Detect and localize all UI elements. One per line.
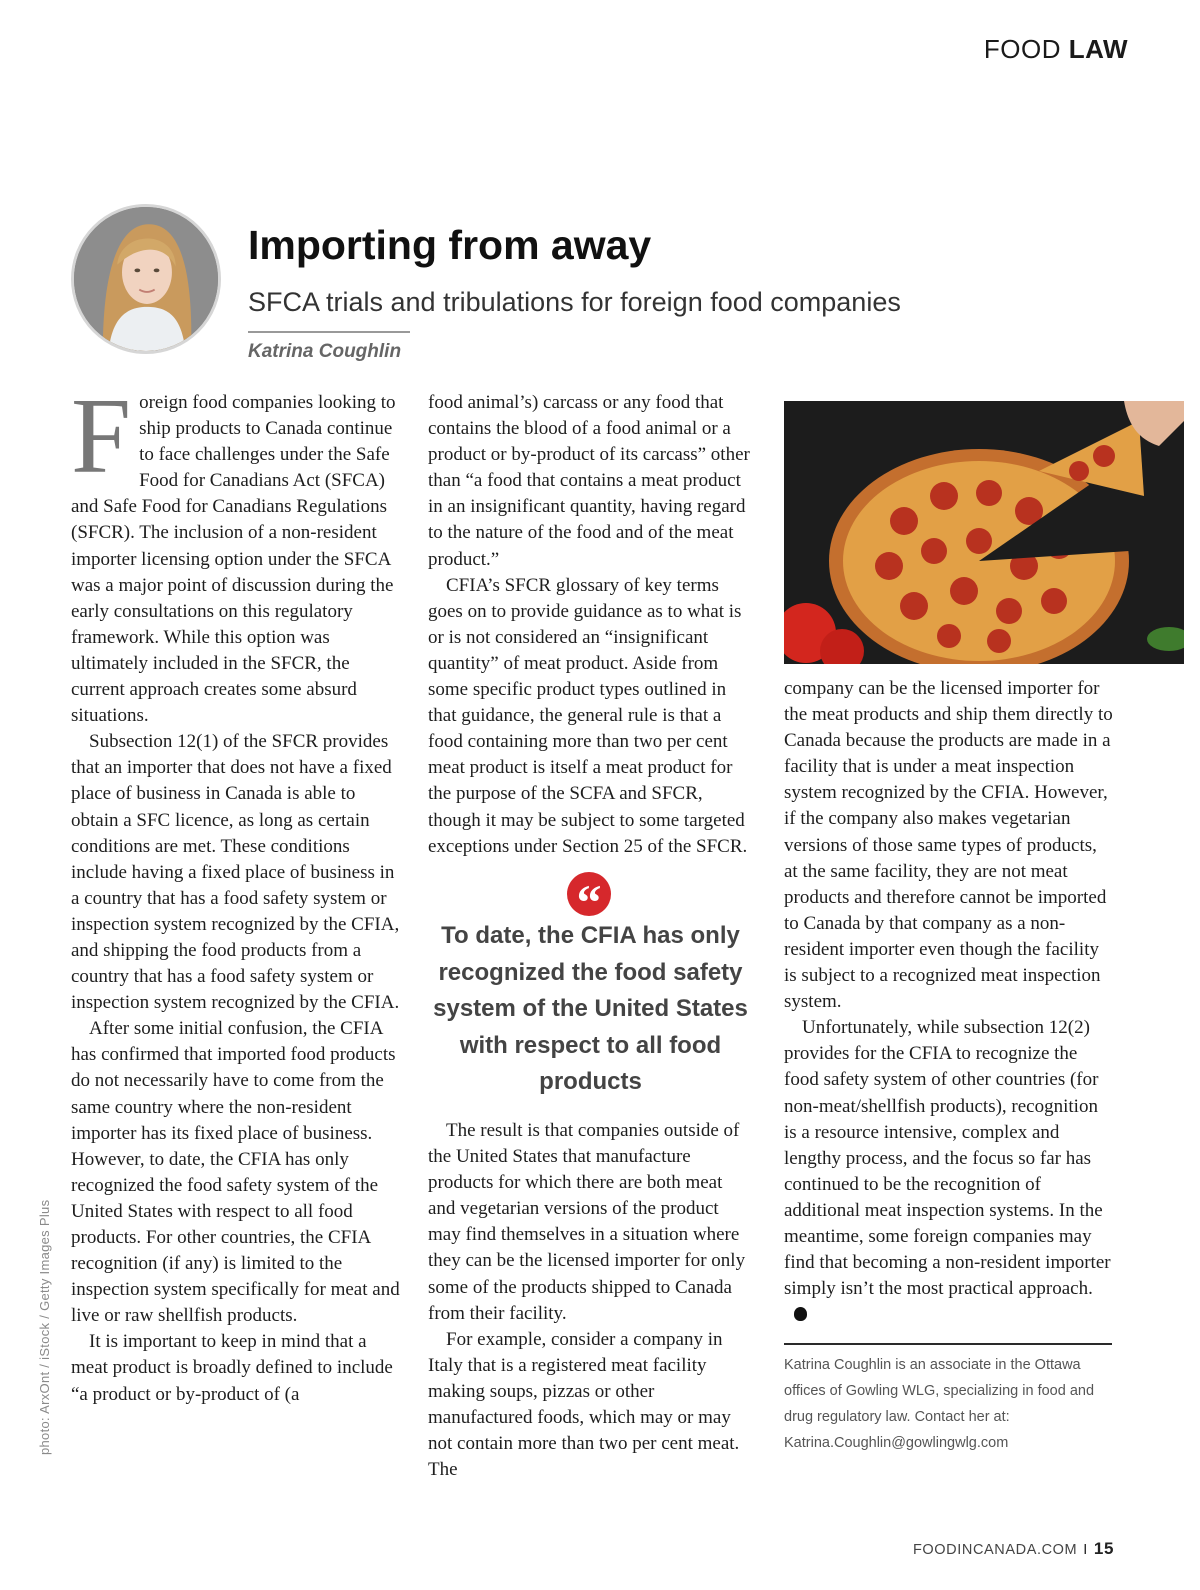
drop-cap: F bbox=[71, 377, 132, 496]
author-photo bbox=[71, 204, 221, 354]
article-column-2-continued bbox=[428, 1118, 753, 1483]
paragraph: Unfortunately, while subsection 12(2) provides for the CFIA to recognize the food safety system of other countries (for non-meat/shellfish products), recognition is a resource intensive, complex and lengthy process, and the focus so far has continued to be the recognition of additional meat inspection systems. In the meantime, some foreign companies may find that becoming a non-resident importer simply isn’t the most practical approach. bbox=[784, 1015, 1114, 1328]
apple-icon bbox=[794, 1307, 807, 1321]
article-column-2 bbox=[428, 390, 753, 860]
byline-divider bbox=[248, 331, 410, 333]
paragraph: company can be the licensed importer for the meat products and ship them directly to Canada because the products are made in a facility that is under a meat inspection system recognized by the CFIA. However, if the company also makes vegetarian versions of those same types of products, at the same facility, they are not meat products and therefore cannot be imported to Canada by that company as a non-resident importer even though the facility is subject to a recognized meat inspection system. bbox=[784, 678, 1113, 1013]
article-title: Importing from away bbox=[248, 222, 652, 268]
section-label: FOOD LAW bbox=[983, 34, 1128, 64]
site-name: FOODINCANADA.COM bbox=[912, 1542, 1078, 1558]
quote-icon: “ bbox=[567, 872, 611, 916]
article-column-1 bbox=[71, 377, 401, 1408]
paragraph: CFIA’s SFCR glossary of key terms goes on to provide guidance as to what is or is not considered an “insignificant quantity” of meat product. Aside from some specific product types outlined in that guidance, the general rule is that a food containing more than two per cent meat product is itself a meat product for the purpose of the SCFA and SFCR, though it may be subject to some targeted exceptions under Section 25 of the SFCR. bbox=[428, 574, 748, 857]
footer-separator: I bbox=[1083, 1542, 1088, 1558]
pizza-photo bbox=[784, 401, 1184, 664]
pull-quote: To date, the CFIA has only recognized the food safety system of the United States with respect to all food products bbox=[433, 922, 748, 1095]
bio-divider bbox=[784, 1343, 1112, 1345]
article-column-3 bbox=[784, 676, 1114, 1328]
photo-credit: photo: ArxOnt / iStock / Getty Images Plus bbox=[37, 1199, 52, 1455]
paragraph: food animal’s) carcass or any food that contains the blood of a food animal or a product or by-product of its carcass” other than “a food that contains a meat product in an insignificant quantity, having regard to the nature of the food and of the meat product.” bbox=[428, 392, 750, 570]
author-byline: Katrina Coughlin bbox=[248, 341, 402, 362]
paragraph: It is important to keep in mind that a meat product is broadly defined to include “a product or by-product of (a bbox=[71, 1331, 393, 1405]
article-subtitle: SFCA trials and tribulations for foreign food companies bbox=[248, 287, 901, 317]
page-number: 15 bbox=[1093, 1539, 1114, 1558]
paragraph: Subsection 12(1) of the SFCR provides that an importer that does not have a fixed place of business in Canada is able to obtain a SFC licence, as long as certain conditions are met. These conditions include having a fixed place of business in a country that has a food safety system or inspection system recognized by the CFIA, and shipping the food products from a country that has a food safety system or inspection system recognized by the CFIA. bbox=[71, 731, 400, 1014]
paragraph: The result is that companies outside of the United States that manufacture products for which there are both meat and vegetarian versions of the product may find themselves in a situation where they can be the licensed importer for only some of the products shipped to Canada from their facility. bbox=[428, 1120, 746, 1324]
page-footer bbox=[913, 1539, 1114, 1559]
paragraph: Foreign food companies looking to ship products to Canada continue to face challenges under the Safe Food for Canadians Act (SFCA) and Safe Food for Canadians Regulations (SFCR). The inclusion of a non-resident importer licensing option under the SFCA was a major point of discussion during the early consultations on this regulatory framework. While this option was ultimately included in the SFCR, the current approach creates some absurd situations. bbox=[71, 377, 396, 727]
paragraph: After some initial confusion, the CFIA has confirmed that imported food products do not necessarily have to come from the same country where the non-resident importer has its fixed place of business. However, to date, the CFIA has only recognized the food safety system of the United States with respect to all food products. For other countries, the CFIA recognition (if any) is limited to the inspection system specifically for meat and live or raw shellfish products. bbox=[71, 1018, 400, 1327]
paragraph: For example, consider a company in Italy that is a registered meat facility making soups, pizzas or other manufactured foods, which may or may not contain more than two per cent meat. The bbox=[428, 1328, 740, 1481]
author-bio: Katrina Coughlin is an associate in the Ottawa offices of Gowling WLG, specializing in food and drug regulatory law. Contact her at: Katrina.Coughlin@gowlingwlg.com bbox=[784, 1357, 1095, 1451]
